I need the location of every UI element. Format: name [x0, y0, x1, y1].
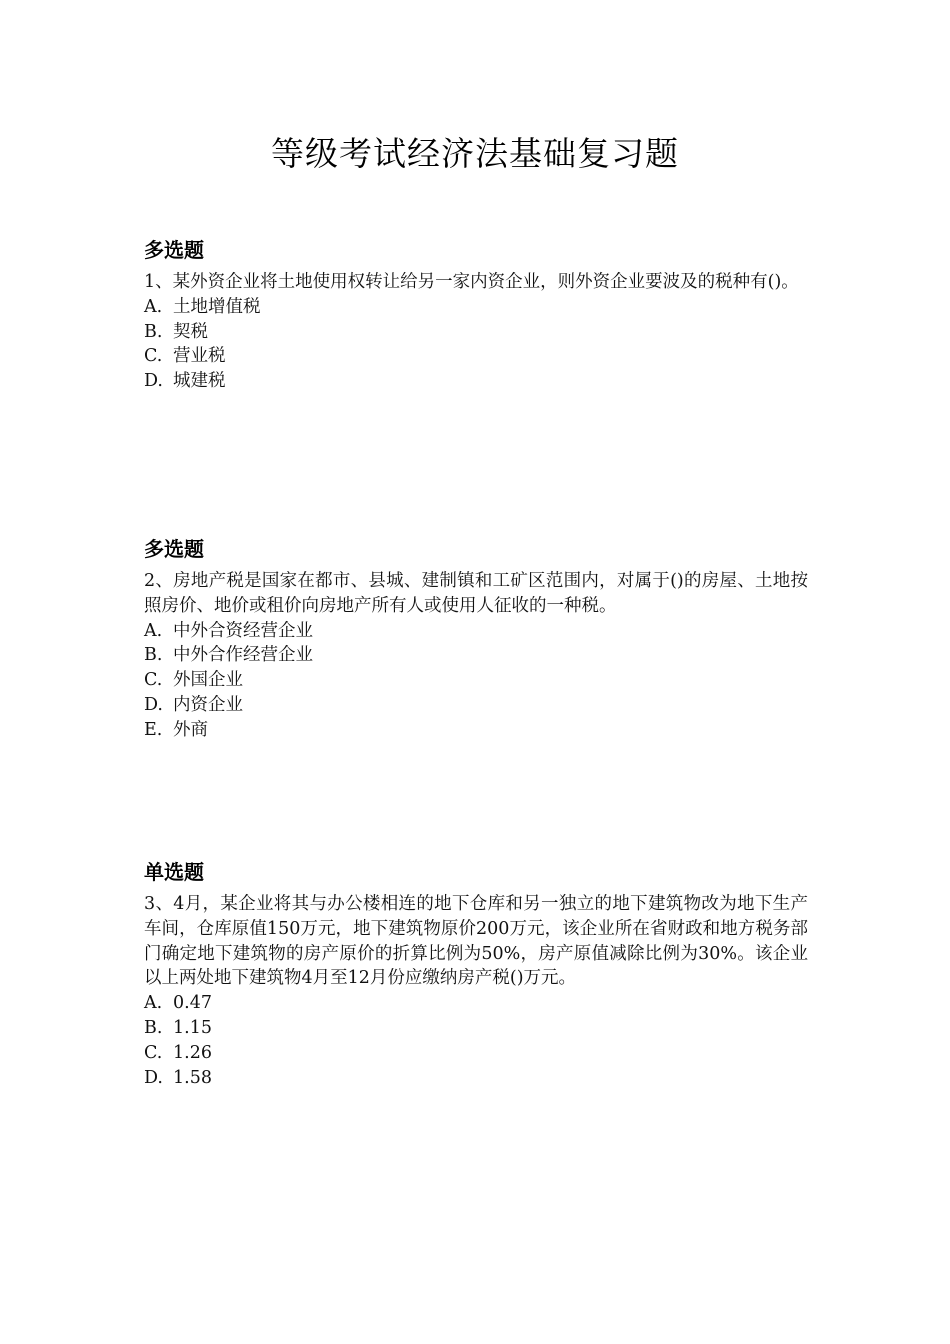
- option-text: 内资企业: [173, 694, 243, 715]
- option-c: [144, 668, 808, 693]
- option-text: 营业税: [173, 346, 226, 367]
- option-a: [144, 295, 808, 320]
- option-letter: E.: [144, 719, 163, 740]
- question-stem: 3、4月，某企业将其与办公楼相连的地下仓库和另一独立的地下建筑物改为地下生产车间，仓库原值150万元，地下建筑物原价200万元，该企业所在省财政和地方税务部门确定地下建筑物的房产原价的折算比例为50%，房产原值减除比例为30%。该企业以上两处地下建筑物4月至12月份应缴纳房产税()万元。: [144, 894, 808, 989]
- option-letter: D.: [144, 1067, 163, 1088]
- document-title: 等级考试经济法基础复习题: [271, 134, 679, 173]
- option-text: 0.47: [173, 993, 212, 1014]
- question-type: 多选题: [144, 238, 204, 262]
- option-letter: B.: [144, 1017, 163, 1038]
- option-letter: B.: [144, 321, 163, 342]
- question-3: [144, 858, 808, 1090]
- option-text: 城建税: [173, 371, 226, 392]
- option-text: 1.26: [173, 1042, 212, 1063]
- option-letter: D.: [144, 371, 163, 392]
- option-e: [144, 718, 808, 743]
- option-text: 中外合作经营企业: [173, 645, 313, 666]
- question-type: 单选题: [144, 860, 204, 884]
- option-b: [144, 643, 808, 668]
- option-text: 外国企业: [173, 670, 243, 691]
- option-text: 契税: [173, 321, 208, 342]
- option-letter: C.: [144, 1042, 163, 1063]
- question-1: [144, 236, 808, 394]
- question-type: 多选题: [144, 537, 204, 561]
- option-d: [144, 1066, 808, 1091]
- question-2: [144, 535, 808, 743]
- option-text: 外商: [173, 719, 208, 740]
- option-text: 1.15: [173, 1017, 212, 1038]
- option-letter: B.: [144, 645, 163, 666]
- question-stem: 2、房地产税是国家在都市、县城、建制镇和工矿区范围内，对属于()的房屋、土地按照房价、地价或租价向房地产所有人或使用人征收的一种税。: [144, 571, 808, 616]
- option-letter: D.: [144, 694, 163, 715]
- option-b: [144, 320, 808, 345]
- question-stem: 1、某外资企业将土地使用权转让给另一家内资企业，则外资企业要波及的税种有()。: [144, 272, 799, 292]
- option-c: [144, 344, 808, 369]
- option-text: 中外合资经营企业: [173, 620, 313, 641]
- option-d: [144, 369, 808, 394]
- option-letter: A.: [144, 296, 163, 317]
- option-a: [144, 619, 808, 644]
- option-text: 1.58: [173, 1067, 212, 1088]
- option-b: [144, 1016, 808, 1041]
- option-text: 土地增值税: [173, 296, 261, 317]
- option-letter: C.: [144, 670, 163, 691]
- option-c: [144, 1041, 808, 1066]
- option-letter: A.: [144, 620, 163, 641]
- option-d: [144, 693, 808, 718]
- option-letter: A.: [144, 993, 163, 1014]
- option-letter: C.: [144, 346, 163, 367]
- option-a: [144, 991, 808, 1016]
